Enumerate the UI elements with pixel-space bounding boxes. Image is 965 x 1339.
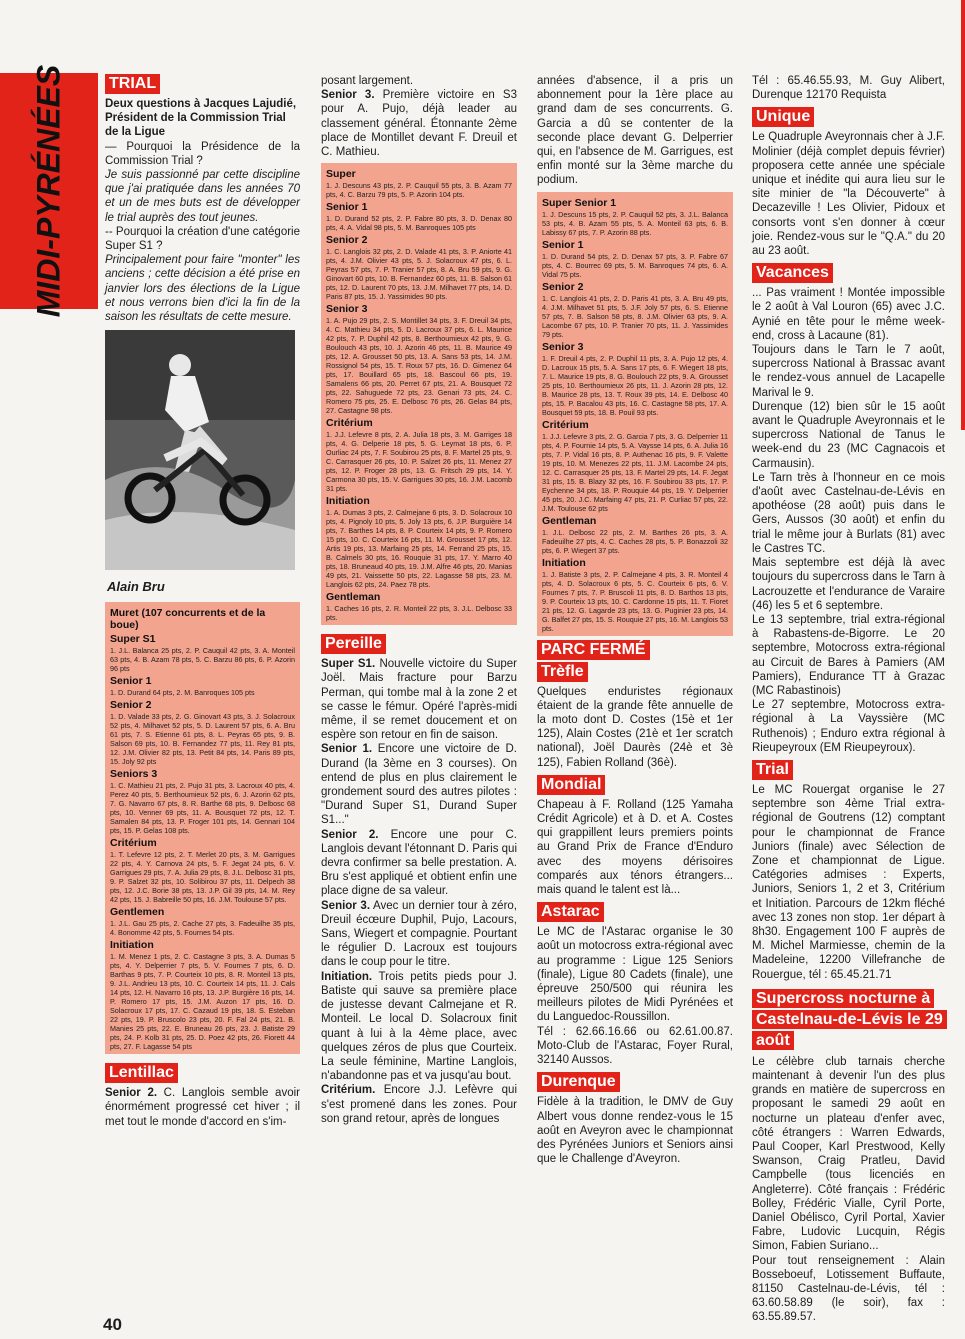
results-list: 1. C. Langlois 41 pts, 2. D. Paris 41 pts, 3. A. Bru 49 pts, 4. J.M. Milhavet 51 pts, 5. J.F. Joly 57 pts, 6. S. Etienne 57 pts, 7. B. Salson 58 pts, 8. J.M. Olivier 63 pts, 9. A. Lacombe 67 pts, 10. P. Tranier 70 pts, 11. J. Yassimides 79 pts. [542, 293, 728, 339]
photo-caption: Alain Bru [107, 579, 165, 595]
astarac-text: Le MC de l'Astarac organise le 30 août un motocross extra-régional avec au programme : Ligue 125 Seniors (finale), Ligue 80 Cadets (finale), une épreuve 250/500 qui réunira les meilleurs pilotes de Midi Pyrénées et du Languedoc-Roussillon. [537, 926, 733, 1024]
question-1: — Pourquoi la Présidence de la Commission Trial ? [105, 140, 300, 167]
results-list: 1. J. Batiste 3 pts, 2. P. Calmejane 4 pts, 3. R. Monteil 4 pts, 4. D. Solacroux 6 pts, 5. C. Courteix 6 pts, 6. V. Fournes 7 pts, 7. P. Bruscoli 11 pts, 8. D. Barthos 13 pts, 9. P. Courteix 13 pts, 10. C. Cardonne 15 pts, 11. T. Fioret 21 pts, 12. G. Lagarde 23 pts, 13. G. Puginier 23 pts, 14. G. Balfet 27 pts, 15. S. Rouquie 27 pts, 16. M. Langlois 53 pts. [542, 569, 728, 633]
trial-event-text: Le MC Rouergat organise le 27 septembre son 4ème Trial extra-régional de Goutrens (12) comptant pour le championnat de France Juniors (finale) avec Sélection de Zone et championnat de Ligue. Catégories admises : Experts, Juniors, Seniors 1, 2 et 3, Critérium et Initiation. Parcours de 12km fléché avec 13 zones non stop. 1er départ à 8h30. Engagement 100 F auprès de M. Michel Marmiesse, chemin de la Madeleine, 12200 Villefranche de Rouergue, tél : 65.45.21.71 [752, 783, 945, 981]
continued-text: posant largement. [321, 75, 414, 87]
mondial-text: Chapeau à F. Rolland (125 Yamaha Crédit Agricole) et à D. et A. Costes qui grappillent leurs premiers points au Grand Prix de France d'Enduro avec des moyens dérisoires comparés aux ténors étrangers... mais quand le talent est là... [537, 798, 733, 897]
page-number: 40 [103, 1315, 122, 1334]
results-list: 1. J.J. Lefevre 8 pts, 2. A. Julia 18 pts, 3. M. Garriges 18 pts, 4. G. Delperie 18 pts, 5. G. Leymat 18 pts, 6. P. Ourliac 24 pts, 7. F. Soubirou 25 pts, 8. F. Martel 25 pts, 9. C. Carrasquer 26 pts, 10. P. Salzet 26 pts, 11. Menez 27 pts, 12. P. Froger 28 pts, 13. G. Fritsch 29 pts, 14. Y. Carmona 30 pts, 15. V. Garrigues 30 pts, 16. J.M. Lacomb 31 pts. [326, 430, 512, 494]
column-4 [752, 74, 945, 1324]
pereille-para [321, 970, 517, 1084]
trefle-text: Quelques enduristes régionaux étaient de la grande fête annuelle de la moto dont D. Costes (15è et 1er 125), Alain Costes (21è et 1er scratch national), Joël Daurès (24è et 3è 125), Fabien Rolland (36è). [537, 685, 733, 769]
results-category: Gentleman [542, 514, 597, 527]
para-lead: Senior 3. [321, 899, 371, 912]
results-list: 1. A. Pujo 29 pts, 2. S. Montillet 34 pts, 3. F. Dreuil 34 pts, 4. C. Mathieu 34 pts, 5. D. Lacroux 37 pts, 6. L. Maurice 42 pts, 7. P. Duphil 42 pts, 8. Berthoumieux 42 pts, 9. G. Boulouch 43 pts, 10. J. Azorin 46 pts, 11. B. Maurice 49 pts, 12. A. Grousset 50 pts, 13. A. Sans 53 pts, 14. J.M. Rossignol 54 pts, 15. T. Roux 57 pts, 16. D. Gimenez 64 pts, 17. Bouillard 65 pts, 18. Bascoul 66 pts, 19. Samalens 66 pts, 20. Perret 67 pts, 21. A. Bousquet 72 pts, 22. Sahuguede 72 pts, 23. Genari 73 pts, 24. C. Romero 75 pts, 25. E. Delbosc 76 pts, 26. Gelas 84 pts, 27. Castagne 98 pts. [326, 316, 512, 416]
lentillac-heading: Lentillac [105, 1063, 178, 1083]
supercross-text: Le célèbre club tarnais cherche maintenant à devenir l'un des plus grands en matière de supercross en proposant le samedi 29 août en nocturne un plateau d'enfer avec, côté étrangers : Warren Edwards, Paul Cooper, Karl Prestwood, Kelly Swanson, Craig Pratleu, David Campbelle (tous licenciés en Angleterre). Côté français : Frédéric Bolley, Frédéric Vialle, Cyril Porte, Daniel Obélisco, Cyril Portal, Xavier Fabre, Ludovic Lucquin, Régis Simon, Fabien Suriano... [752, 1055, 945, 1253]
results-category: Seniors 3 [110, 768, 158, 781]
answer-1: Je suis passionné par cette discipline que j'ai pratiquée dans les années 70 et un de mes buts est de développer le trial auprès des tout jeunes. [105, 169, 300, 224]
edge-stripe [961, 0, 965, 430]
vacances-para: Le Tarn très à l'honneur en ce mois d'août avec Castelnau-de-Lévis en apothéose (28 août) puis dans le Gers, Aussos (30 août) et enfin du trial le même jour à Burlats (81) avec le Castres TC. [752, 471, 945, 555]
trial-event-heading: Trial [752, 760, 793, 780]
results-list: 1. F. Dreuil 4 pts, 2. P. Duphil 11 pts, 3. A. Pujo 12 pts, 4. D. Lacroux 15 pts, 5. A. Sans 17 pts, 6. F. Wiegert 18 pts, 7. L. Maurice 19 pts, 8. G. Boulouch 22 pts, 9. A. Grousset 25 pts, 10. Berthoumieux 26 pts, 11. J. Azorin 28 pts, 12. B. Maurice 28 pts, 13. T. Roux 39 pts, 14. E. Delbosc 40 pts, 15. P. Bacalou 43 pts, 16. C. Castagne 58 pts, 17. A. Bousquet 59 pts, 18. B. Pouil 93 pts. [542, 353, 728, 417]
results-category: Senior 2 [326, 234, 368, 247]
para-lead: Senior 2. [321, 828, 379, 841]
region-tab [0, 64, 98, 318]
pereille-para [321, 899, 517, 970]
results-category: Critérium [326, 417, 373, 430]
continued-text: Tél : 65.46.55.93, M. Guy Alibert, Durenque 12170 Requista [752, 75, 945, 102]
results-list: 1. D. Durand 52 pts, 2. P. Fabre 80 pts, 3. D. Denax 80 pts, 4. A. Vidal 98 pts, 5. M. Banroques 105 pts [326, 214, 512, 233]
senior3-lead: Senior 3. [321, 89, 375, 102]
astarac-heading: Astarac [537, 902, 604, 922]
results-list: 1. Caches 16 pts, 2. R. Monteil 22 pts, 3. J.L. Delbosc 33 pts. [326, 604, 512, 623]
results-category: Senior 3 [542, 340, 584, 353]
results-title: Muret (107 concurrents et de la boue) [110, 607, 266, 632]
para-lead: Senior 1. [321, 743, 373, 756]
results-category: Super S1 [110, 633, 156, 646]
results-list: 1. D. Durand 54 pts, 2. D. Denax 57 pts, 3. P. Fabre 67 pts, 4. C. Bourrec 69 pts, 5. M. Banroques 74 pts, 6. A. Vidal 75 pts. [542, 251, 728, 279]
results-category: Senior 1 [110, 675, 152, 688]
results-category: Gentleman [326, 591, 381, 604]
para-body: Encore une victoire de D. Durand (la 3ème en 3 courses). On entend de plus en plus clairement le grondement sourd des autres pilotes : "Durand Super S1, Durand Super S1..." [321, 743, 517, 827]
column-3 [537, 74, 733, 1304]
question-2: -- Pourquoi la création d'une catégorie Super S1 ? [105, 225, 300, 253]
continued-text: années d'absence, il a pris un abonnement pour la 1ère place au grand dam de ses concurrents. G. Garcia a dû se contenter de la seconde place devant G. Delperrier qui, en l'absence de M. Garrigues, est enfin monté sur la 3ème marche du podium. [537, 75, 733, 187]
results-list: 1. J.L. Balanca 25 pts, 2. P. Cauquil 42 pts, 3. A. Monteil 63 pts, 4. B. Azam 78 pts, 5. C. Barzu 86 pts, 6. P. Azorin 96 pts [110, 646, 295, 674]
senior3-text [321, 88, 517, 159]
senior3-body: Première victoire en S3 pour A. Pujo, déjà leader au classement général. Étonnante 2ème place de Montillet devant F. Dreuil et C. Mathieu. [321, 89, 517, 159]
results-box-muret [105, 602, 300, 1054]
interview-intro: Deux questions à Jacques Lajudié, Président de la Commission Trial de la Ligue [105, 98, 297, 139]
region-label: MIDI-PYRÉNÉES [30, 64, 67, 318]
column-1 [105, 74, 300, 1269]
para-lead: Critérium. [321, 1084, 376, 1097]
unique-text: Le Quadruple Aveyronnais cher à J.F. Molinier (déjà complet depuis février) proposera cette année une spéciale unique et inédite qui aura lieu sur le site minier de "la Découverte" à Decazeville ! Les Olivier, Pidoux et consorts vont s'en donner à cœur joie. Rendez-vous sur le "Q.A." du 20 au 23 août. [752, 131, 945, 258]
pereille-para [321, 657, 517, 742]
parc-ferme-heading: PARC FERMÉ [537, 640, 650, 660]
results-category: Super [326, 168, 356, 181]
column-2 [321, 74, 517, 1274]
vacances-para: Le 13 septembre, trial extra-régional à Rabastens-de-Bigorre. Le 20 septembre, Motocross extra-régional au Circuit de Bares à Pamiers (AM Pamiers), Endurance TT à Grazac (MC Rabastinois) [752, 613, 945, 697]
lentillac-body: C. Langlois semble avoir énormément progressé cet hiver ; il met tout le monde d'accord en s'im- [105, 1087, 300, 1128]
mondial-heading: Mondial [537, 775, 605, 795]
answer-2: Principalement pour faire "monter" les anciens ; cette décision a été prise en janvier lors des élections de la Ligue et nous verrons bien d'ici la fin de la saison les résultats de cette mesure. [105, 254, 300, 324]
results-list: 1. J.L. Gau 25 pts, 2. Cache 27 pts, 3. Fadeuilhe 35 pts, 4. Bonomme 42 pts, 5. Fournes 54 pts. [110, 919, 295, 938]
vacances-heading: Vacances [752, 263, 833, 283]
para-lead: Initiation. [321, 970, 373, 983]
results-category: Senior 2 [542, 280, 584, 293]
trial-heading: TRIAL [105, 74, 160, 94]
para-body: Trois petits pieds pour J. Batiste qui sauve sa première place de justesse devant Calmejane et R. Monteil. Le local D. Solacroux finit quant à lui à la 4ème place, avec quelques zéros de plus que Courteix. La seule féminine, Martine Langlois, n'abandonne pas et va jusqu'au bout. [321, 970, 517, 1083]
results-category: Gentlemen [110, 906, 165, 919]
para-body: Encore J.J. Lefèvre qui s'est promené dans les zones. Pour son grand retour, après de longues [321, 1084, 517, 1125]
results-list: 1. D. Valade 33 pts, 2. G. Ginovart 43 pts, 3. J. Solacroux 52 pts, 4. Milhavet 52 pts, 5. D. Laurent 57 pts, 6. A. Bru 61 pts, 7. S. Etienne 61 pts, 8. L. Peyras 65 pts, 9. B. Salson 69 pts, 10. B. Fernandez 77 pts, 11. Rey 81 pts, 12. J.M. Olivier 82 pts, 13. Petit 84 pts, 14. Paris 89 pts, 15. Joly 92 pts [110, 712, 295, 767]
results-list: 1. M. Menez 1 pts, 2. C. Castagne 3 pts, 3. A. Dumas 5 pts, 4. Y. Delperrier 7 pts, 5. V. Fournes 7 pts, 6. D. Barthas 9 pts, 7. P. Courteix 10 pts, 8. R. Monteil 13 pts, 9. J.L. Andrieu 13 pts, 10. C. Courteix 14 pts, 11. J. Cals 14 pts, 12. H. Navarro 16 pts, 13. J.P. Burgière 16 pts, 14. P. Romero 17 pts, 15. J.M. Auzon 17 pts, 16. D. Solacroux 17 pts, 17. C. Cazaud 19 pts, 18. S. Esteban 22 pts, 19. P. Bruscolo 23 pts, 20. F. Fal 24 pts, 21. B. Manies 25 pts, 22. E. Bruneau 26 pts, 23. J. Batiste 29 pts, 24. P. Kolb 31 pts, 25. D. Poez 42 pts, 26. Fiorett 44 pts, 27. F. Lagasse 54 pts [110, 952, 295, 1052]
results-box-pereille [537, 192, 733, 636]
results-box-lentillac [321, 163, 517, 625]
results-category: Senior 2 [110, 699, 152, 712]
vacances-para: Durenque (12) bien sûr le 15 août avant le Quadruple Aveyronnais et le supercross National de Tanus le week-end du 23 (MC Cagnacois et Carmausin). [752, 400, 945, 470]
results-category: Critérium [542, 418, 589, 431]
results-category: Senior 1 [326, 201, 368, 214]
results-list: 1. A. Dumas 3 pts, 2. Calmejane 6 pts, 3. D. Solacroux 10 pts, 4. Pignoly 10 pts, 5. Joly 13 pts, 6. J.P. Burguière 14 pts, 7. Barthes 14 pts, 8. P. Courteix 14 pts, 9. P. Romero 15 pts, 10. C. Courteix 16 pts, 11. M. Grousset 17 pts, 12. Artis 19 pts, 13. Marfaing 25 pts, 14. Ferrand 25 pts, 15. B. Calmels 30 pts, 16. Rouquie 31 pts, 17. Y. Marro 40 pts, 18. Bruneaud 40 pts, 19. J.M. Alfre 46 pts, 20. Manias 49 pts, 21. Vaissette 50 pts, 22. Lagasse 58 pts, 23. M. Langlois 62 pts, 24. Paez 78 pts. [326, 508, 512, 590]
unique-heading: Unique [752, 107, 814, 127]
results-category: Super Senior 1 [542, 196, 617, 209]
astarac-contact: Tél : 62.66.16.66 ou 62.61.00.87. Moto-Club de l'Astarac, Foyer Rural, 32140 Aussos. [537, 1025, 733, 1067]
results-list: 1. J. Descuns 43 pts, 2. P. Cauquil 55 pts, 3. B. Azam 77 pts, 4. C. Barzu 79 pts, 5. P. Azorin 104 pts. [326, 181, 512, 200]
rider-photo [105, 330, 295, 570]
results-category: Initiation [542, 556, 586, 569]
pereille-heading: Pereille [321, 634, 386, 654]
vacances-para: Mais septembre est déjà là avec toujours du supercross dans le Tarn à Lacrouzette et l'endurance de Varaire (46) les 5 et 6 septembre. [752, 557, 945, 612]
results-category: Initiation [110, 939, 154, 952]
results-list: 1. J.J. Lefevre 3 pts, 2. G. Garcia 7 pts, 3. G. Delperrier 11 pts, 4. P. Fournie 14 pts, 5. A. Vaysse 14 pts, 6. A. Julia 16 pts, 7. P. Vidal 16 pts, 8. P. Authenac 16 pts, 9. F. Valette 19 pts, 10. M. Menezes 22 pts, 11. J.M. Lacombe 24 pts, 12. C. Carrasquer 25 pts, 13. F. Martel 29 pts, 14. F. Jegat 31 pts, 15. B. Blazy 32 pts, 16. F. Soubirou 33 pts, 17. P. Eychenne 34 pts, 18. P. Rouquie 44 pts, 19. Y. Delperrier 45 pts, 20. J.C. Marfaing 47 pts, 21. P. Curliac 57 pts, 22. J.M. Toulouse 62 pts [542, 431, 728, 513]
results-list: 1. T. Lefevre 12 pts, 2. T. Merlet 20 pts, 3. M. Garrigues 22 pts, 4. Y. Carnova 24 pts, 5. F. Jegat 24 pts, 6. V. Garrigues 29 pts, 7. A. Julia 29 pts, 8. J.L. Delbosc 31 pts, 9. P. Salzet 32 pts, 10. Solibirou 37 pts, 11. Delpech 38 pts, 12. J.C. Borie 38 pts, 13. J.P. Gil 39 pts, 14. M. Rey 42 pts, 15. J. Babreille 50 pts, 16. J.M. Toulouse 57 pts. [110, 850, 295, 905]
durenque-heading: Durenque [537, 1072, 620, 1092]
vacances-para: ... Pas vraiment ! Montée impossible le 2 août à Val Louron (65) avec J.C. Aynié en tête pour le même week-end, cross à Lacaune (81). [752, 287, 945, 342]
pereille-para [321, 742, 517, 827]
results-list: 1. C. Mathieu 21 pts, 2. Pujo 31 pts, 3. Lacroux 40 pts, 4. Perez 40 pts, 5. Berthoumieux 52 pts, 6. J. Azorin 62 pts, 7. G. Navarro 67 pts, 8. R. Barthe 68 pts, 9. Delbosc 68 pts, 10. Venner 69 pts, 11. A. Bousquet 72 pts, 12. T. Samalen 84 pts, 13. P. Froger 101 pts, 14. Gennari 104 pts, 15. P. Gelas 108 pts. [110, 781, 295, 836]
results-category: Senior 3 [326, 303, 368, 316]
results-list: 1. J. Descuns 15 pts, 2. P. Cauquil 52 pts, 3. J.L. Balanca 53 pts, 4. B. Azam 55 pts, 5. A. Monteil 63 pts, 6. B. Labissy 67 pts, 7. P. Azorin 88 pts. [542, 209, 728, 237]
results-category: Senior 1 [542, 238, 584, 251]
para-body: Nouvelle victoire du Super Joël. Mais fracture pour Barzu Perman, qui tombe mal à la zone 2 et se casse le fémur. Opéré l'après-midi même, il se remet doucement et on espère son retour en fin de saison. [321, 658, 517, 742]
para-body: Encore une pour C. Langlois devant l'étonnant D. Paris qui devra confirmer sa belle prestation. A. Bru s'est appliqué et obtient enfin une place digne de sa valeur. [321, 828, 518, 898]
para-lead: Super S1. [321, 658, 376, 671]
para-body: Avec un dernier tour à zéro, Dreuil écœure Duphil, Pujo, Lacours, Sans, Wiegert et compagnie. Pourtant le régulier D. Lacroux est toujours dans le coup pour le titre. [321, 899, 517, 969]
lentillac-text [105, 1086, 300, 1129]
supercross-heading: Supercross nocturne à Castelnau-de-Lévis le 29 août [752, 989, 947, 1050]
lentillac-lead: Senior 2. [105, 1087, 158, 1100]
durenque-text: Fidèle à la tradition, le DMV de Guy Albert vous donne rendez-vous le 15 août en Aveyron avec le championnat des Pyrénées Juniors et Seniors ainsi que le Challenge d'Aveyron. [537, 1096, 733, 1166]
results-list: 1. C. Langlois 32 pts, 2. D. Valade 41 pts, 3. P. Aniorte 41 pts, 4. J.M. Olivier 43 pts, 5. J. Solacroux 47 pts, 6. L. Peyras 57 pts, 7. P. Tranier 57 pts, 8. A. Bru 59 pts, 9. G. Ginovart 60 pts, 10. B. Fernandez 60 pts, 11. B. Salson 61 pts, 12. D. Laurent 70 pts, 13. J.M. Milhavet 77 pts, 14. D. Paris 87 pts, 15. J. Yassimides 90 pts. [326, 247, 512, 302]
supercross-contact: Pour tout renseignement : Alain Bosseboeuf, Lotissement Buffaute, 81150 Castelnau-de-Lévis, tél : 63.60.58.89 (le soir), fax : 63.55.89.57. [752, 1254, 945, 1324]
results-list: 1. D. Durand 64 pts, 2. M. Banroques 105 pts [110, 688, 255, 698]
pereille-para [321, 1083, 517, 1126]
vacances-para: Le 27 septembre, Motocross extra-régional à La Vayssière (MC Ruthenois) ; Enduro extra régional à Rieupeyroux (EM Rieupeyroux). [752, 699, 945, 754]
results-category: Critérium [110, 837, 157, 850]
results-category: Initiation [326, 495, 370, 508]
pereille-para [321, 828, 517, 899]
trefle-heading: Trèfle [537, 662, 588, 682]
results-list: 1. J.L. Delbosc 22 pts, 2. M. Barthes 26 pts, 3. A. Fadeuilhe 27 pts, 4. C. Caches 28 pts, 5. P. Bonazzoli 32 pts, 6. P. Wiegert 37 pts. [542, 527, 728, 555]
vacances-para: Toujours dans le Tarn le 7 août, supercross National à Brassac avant le rendez-vous annuel de Lacapelle Marival le 9. [752, 344, 945, 399]
